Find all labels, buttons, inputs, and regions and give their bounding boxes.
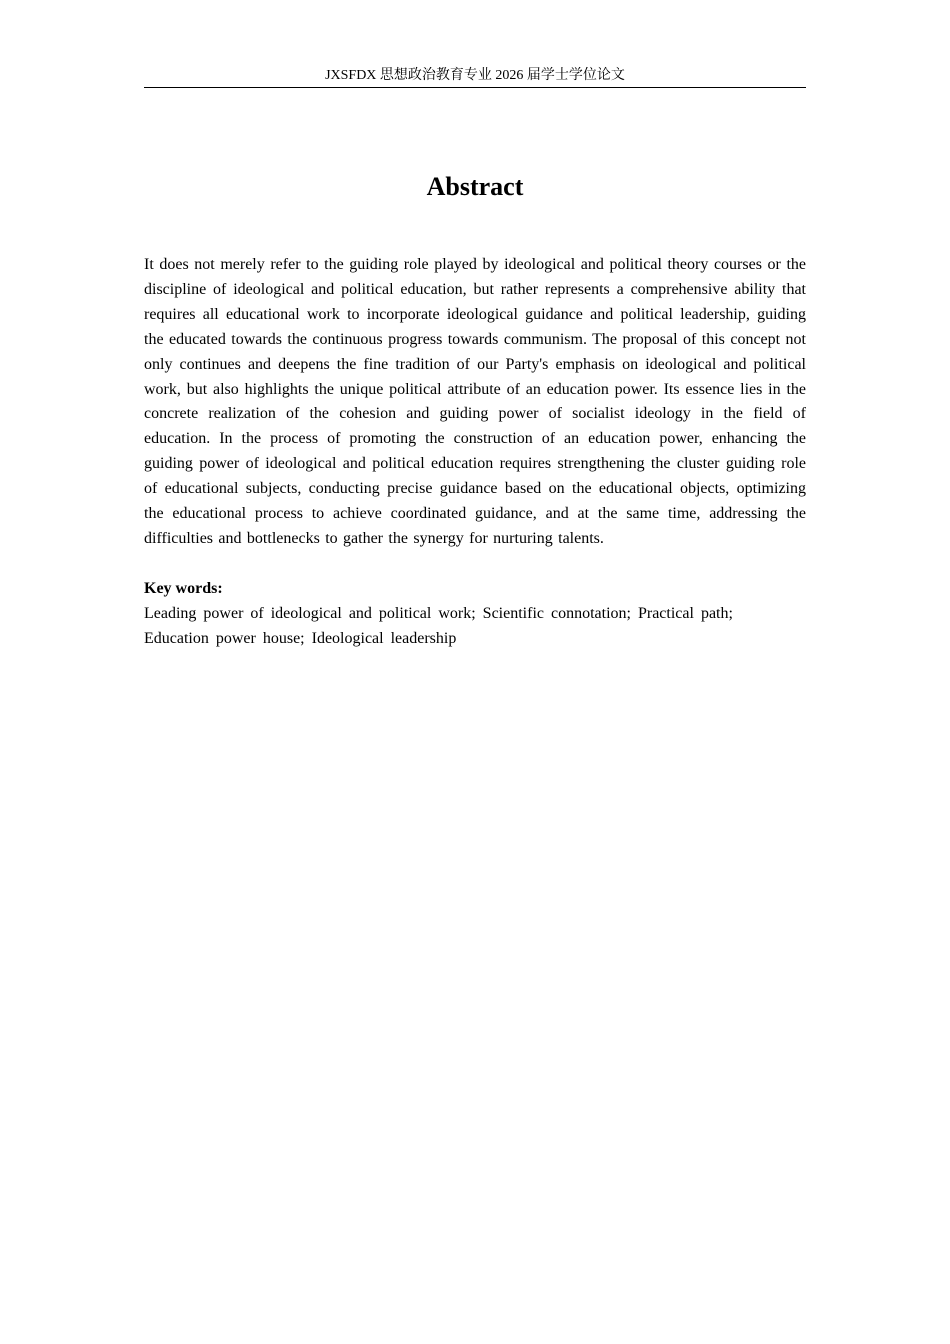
header-rule — [144, 87, 806, 88]
abstract-title: Abstract — [426, 172, 524, 201]
abstract-body: It does not merely refer to the guiding role played by ideological and political theory courses or the discipline of ideological and political education, but rather represents a comprehensive ability that requires all educational work to incorporate ideological guidance and political leadership, guiding the educated towards the continuous progress towards communism. The proposal of this concept not only continues and deepens the fine tradition of our Party's emphasis on ideological and political work, but also highlights the unique political attribute of an education power. Its essence lies in the concrete realization of the cohesion and guiding power of socialist ideology in the field of education. In the process of promoting the construction of an education power, enhancing the guiding power of ideological and political education requires strengthening the cluster guiding role of educational subjects, conducting precise guidance based on the educational objects, optimizing the educational process to achieve coordinated guidance, and at the same time, addressing the difficulties and bottlenecks to gather the synergy for nurturing talents. — [144, 256, 806, 547]
keywords-label: Key words: — [144, 580, 223, 597]
keywords-list: Leading power of ideological and political work; Scientific connotation; Practical path; Education power house; Ideological leadership — [144, 605, 733, 647]
running-header: JXSFDX 思想政治教育专业 2026 届学士学位论文 — [325, 68, 625, 83]
